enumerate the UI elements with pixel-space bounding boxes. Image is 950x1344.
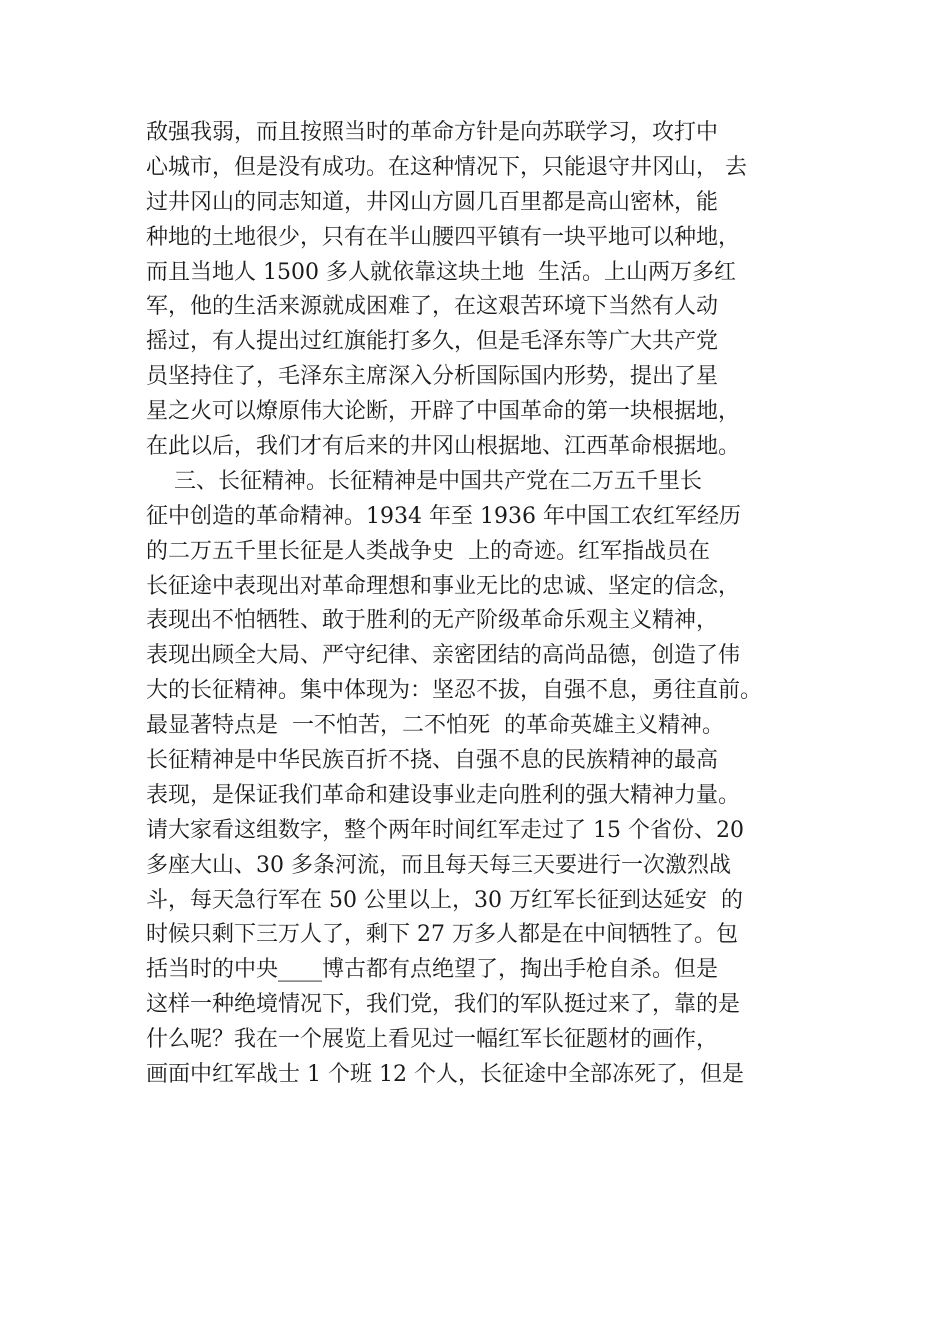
- text-line: 摇过，有人提出过红旗能打多久，但是毛泽东等广大共产党: [146, 329, 719, 355]
- text-line: 种地的土地很少，只有在半山腰四平镇有一块平地可以种地，: [146, 224, 741, 250]
- section-heading-line: 三、长征精神。长征精神是中国共产党在二万五千里长: [146, 468, 702, 494]
- text-line: 画面中红军战士 1 个班 12 个人，长征途中全部冻死了，但是: [146, 1062, 744, 1088]
- text-line: 表现出不怕牺牲、敢于胜利的无产阶级革命乐观主义精神，: [146, 608, 719, 634]
- text-line: 多座大山、30 多条河流，而且每天每三天要进行一次激烈战: [146, 852, 731, 878]
- text-line: 征中创造的革命精神。1934 年至 1936 年中国工农红军经历: [146, 503, 741, 529]
- text-line: 大的长征精神。集中体现为：坚忍不拔，自强不息，勇往直前。: [146, 678, 763, 704]
- text-line: 请大家看这组数字，整个两年时间红军走过了 15 个省份、20: [146, 817, 744, 843]
- text-line: 表现，是保证我们革命和建设事业走向胜利的强大精神力量。: [146, 782, 741, 808]
- text-line: 而且当地人 1500 多人就依靠这块土地 生活。上山两万多红: [146, 259, 736, 285]
- text-line: 星之火可以燎原伟大论断，开辟了中国革命的第一块根据地，: [146, 399, 741, 425]
- text-line: 斗，每天急行军在 50 公里以上，30 万红军长征到达延安 的: [146, 887, 743, 913]
- text-line: 员坚持住了，毛泽东主席深入分析国际国内形势，提出了星: [146, 364, 719, 390]
- text-line: 这样一种绝境情况下，我们党，我们的军队挺过来了，靠的是: [146, 992, 741, 1018]
- text-line: 最显著特点是 一不怕苦，二不怕死 的革命英雄主义精神。: [146, 713, 724, 739]
- body-text: [146, 116, 816, 1093]
- text-line: 长征精神是中华民族百折不挠、自强不息的民族精神的最高: [146, 748, 719, 774]
- text-line: 在此以后，我们才有后来的井冈山根据地、江西革命根据地。: [146, 434, 741, 460]
- text-line: 什么呢？我在一个展览上看见过一幅红军长征题材的画作，: [146, 1027, 719, 1053]
- text-line: 过井冈山的同志知道，井冈山方圆几百里都是高山密林，能: [146, 189, 719, 215]
- text-line: 表现出顾全大局、严守纪律、亲密团结的高尚品德，创造了伟: [146, 643, 741, 669]
- text-line: 敌强我弱，而且按照当时的革命方针是向苏联学习，攻打中: [146, 120, 719, 145]
- text-line: 的二万五千里长征是人类战争史 上的奇迹。红军指战员在: [146, 538, 710, 564]
- text-line: 军，他的生活来源就成困难了，在这艰苦环境下当然有人动: [146, 294, 719, 320]
- text-line: 时候只剩下三万人了，剩下 27 万多人都是在中间牺牲了。包: [146, 922, 738, 948]
- text-line: 括当时的中央____博古都有点绝望了，掏出手枪自杀。但是: [146, 957, 719, 983]
- text-line: 心城市，但是没有成功。在这种情况下，只能退守井冈山， 去: [146, 154, 747, 180]
- text-line: 长征途中表现出对革命理想和事业无比的忠诚、坚定的信念，: [146, 573, 741, 599]
